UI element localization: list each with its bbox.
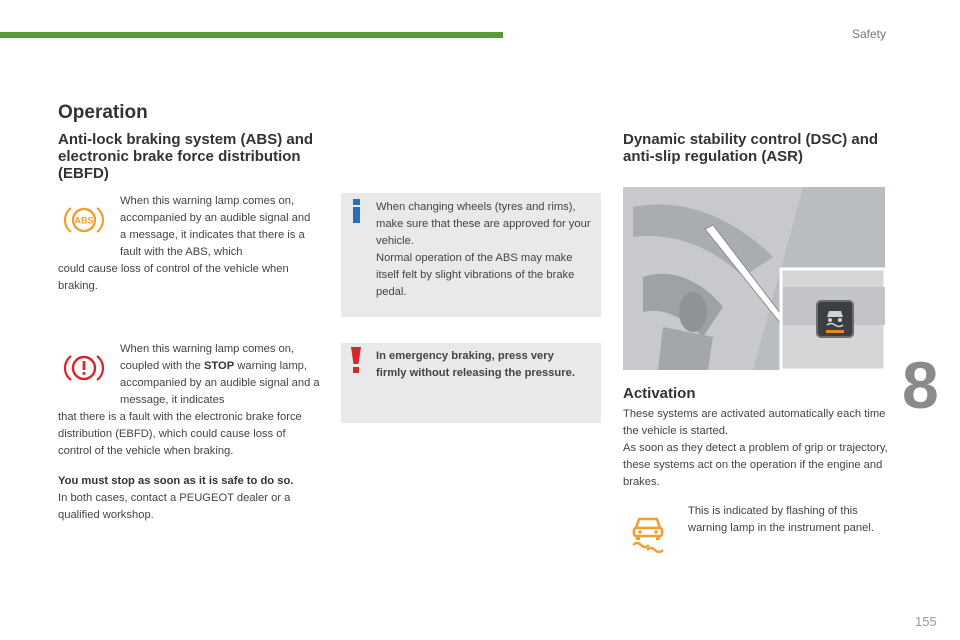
chapter-number: 8	[902, 348, 939, 422]
dsc-flash-description: This is indicated by flashing of this warning lamp in the instrument panel.	[688, 505, 874, 534]
info-box-text	[376, 199, 598, 301]
header-accent-bar	[0, 32, 503, 38]
info-line-abs-vibration: Normal operation of the ABS may make itself felt by slight vibrations of the brake pedal.	[376, 252, 575, 298]
must-stop-text: You must stop as soon as it is safe to do so.	[58, 475, 294, 487]
activation-line-auto: These systems are activated automatically each time the vehicle is started.	[623, 408, 886, 437]
activation-heading: Activation	[623, 385, 696, 402]
page-title: Operation	[58, 102, 148, 123]
dsc-heading: Dynamic stability control (DSC) and anti-slip regulation (ASR)	[623, 131, 879, 165]
contact-dealer-text: In both cases, contact a PEUGEOT dealer or a qualified workshop.	[58, 492, 291, 521]
ebfd-description	[58, 341, 320, 460]
activation-description	[623, 406, 891, 491]
exclamation-icon	[350, 347, 362, 373]
info-icon	[350, 199, 364, 223]
ebfd-description-post: warning lamp, accompanied by an audible signal and a message, it indicates	[120, 360, 320, 406]
abs-heading: Anti-lock braking system (ABS) and electronic brake force distribution (EBFD)	[58, 131, 314, 182]
dashboard-switch-photo	[623, 187, 885, 370]
abs-description	[58, 193, 316, 295]
activation-line-grip: As soon as they detect a problem of grip or trajectory, these systems act on the operation if the engine and brakes.	[623, 442, 888, 488]
ebfd-description-rest: that there is a fault with the electronic brake force distribution (EBFD), which could cause loss of control of the vehicle when braking.	[58, 411, 302, 457]
ebfd-description-pre: When this warning lamp comes on, coupled with the	[120, 343, 295, 372]
dsc-warning-lamp-icon	[630, 514, 666, 554]
page-number: 155	[915, 614, 937, 629]
warning-box-text: In emergency braking, press very firmly without releasing the pressure.	[376, 350, 575, 379]
stop-keyword: STOP	[203, 360, 235, 372]
abs-description-indented: When this warning lamp comes on, accompanied by an audible signal and a message, it indicates that there is a fault with the ABS, which	[120, 195, 311, 258]
must-stop-note	[58, 473, 320, 524]
section-label: Safety	[851, 27, 886, 41]
info-line-wheels: When changing wheels (tyres and rims), make sure that these are approved for your vehicle.	[376, 201, 591, 247]
abs-lamp-label: ABS	[74, 215, 94, 226]
abs-description-rest: could cause loss of control of the vehicle when braking.	[58, 263, 289, 292]
